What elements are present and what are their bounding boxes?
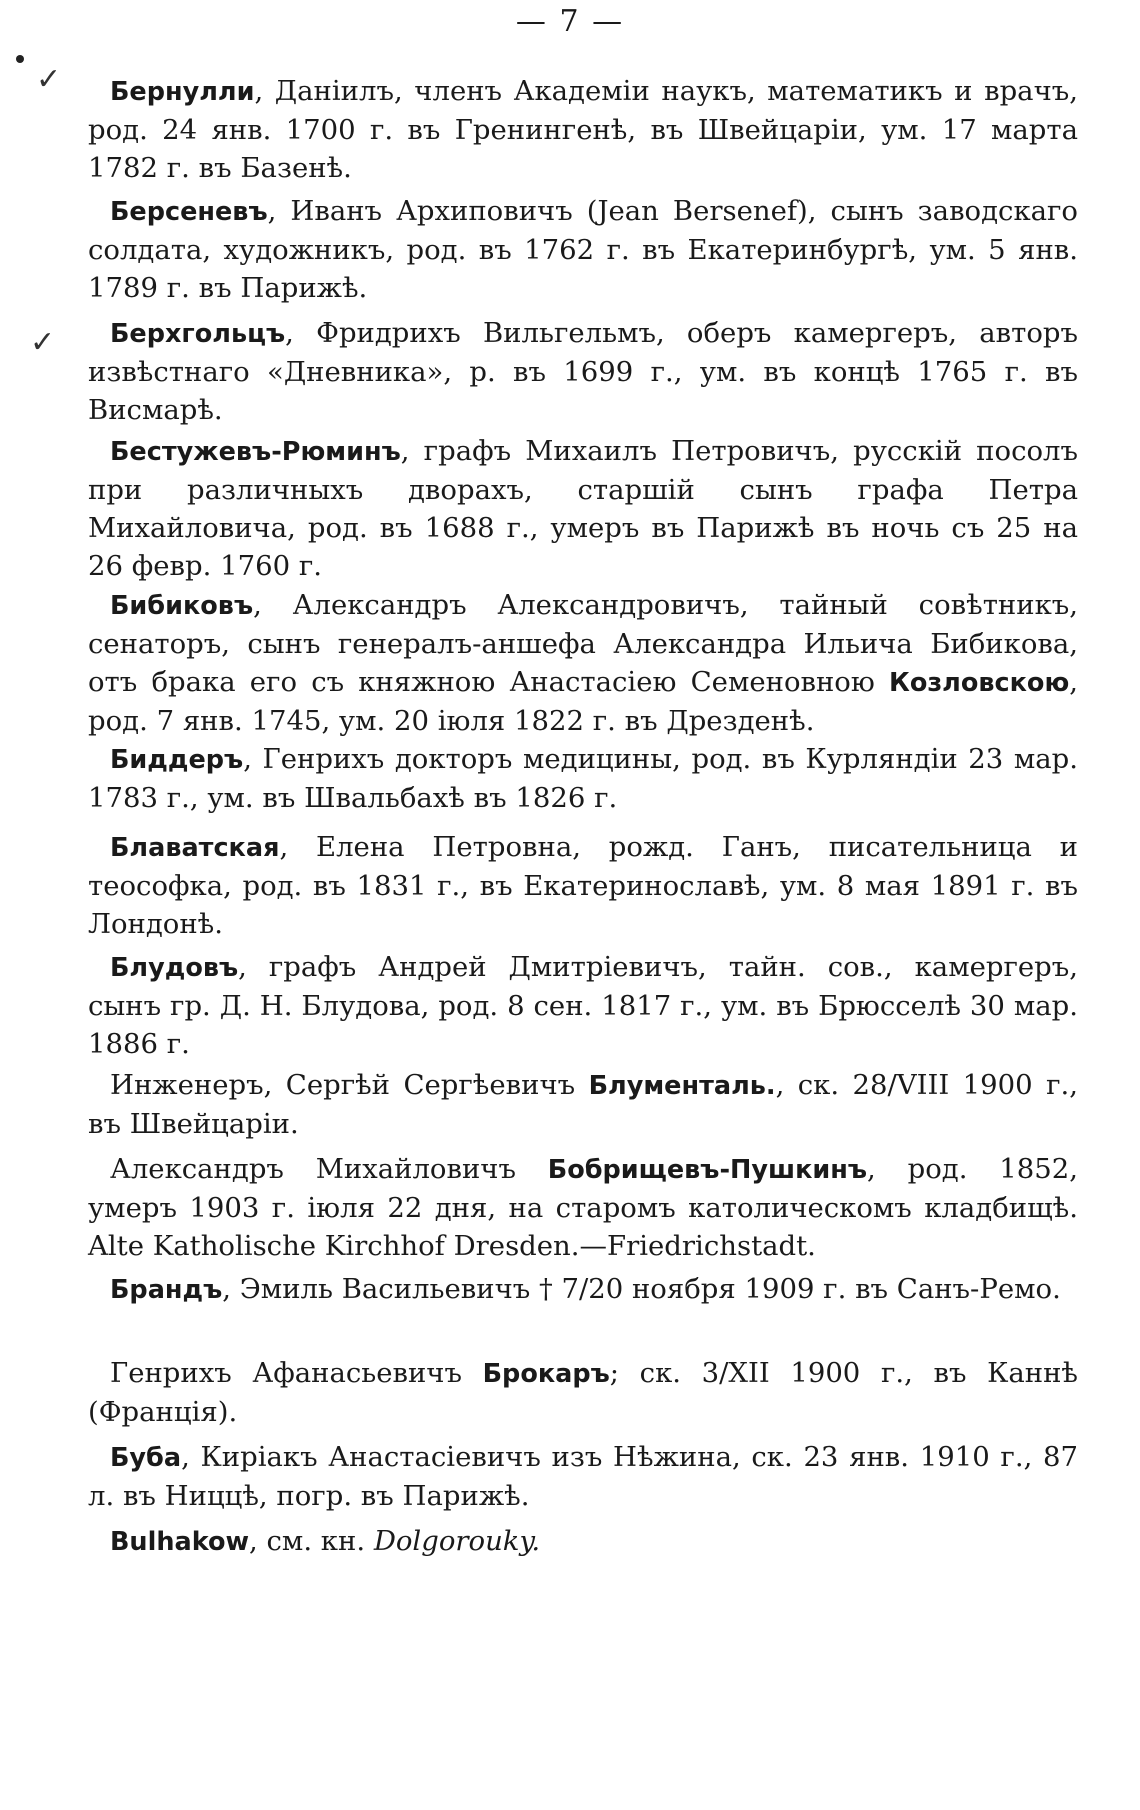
entry-berkholts [88, 314, 1078, 429]
entry-prefix: Александръ Михайловичъ [110, 1153, 548, 1185]
entry-blumental [88, 1066, 1078, 1143]
entry-name: Бибиковъ [110, 591, 254, 621]
entry-bobrishchev-pushkin [88, 1150, 1078, 1265]
entry-name: Блудовъ [110, 953, 239, 983]
entry-bidder [88, 740, 1078, 817]
entry-prefix: Генрихъ Афанасьевичъ [110, 1357, 483, 1389]
entry-brand [88, 1270, 1078, 1309]
entry-text: , см. кн. [249, 1525, 374, 1557]
entry-text: ; ск. 3/XII 1900 г., въ Каннѣ (Францiя). [88, 1357, 1078, 1428]
entry-buba [88, 1438, 1078, 1515]
entry-name: Блаватская [110, 833, 280, 863]
entry-text: , графъ Михаилъ Петровичъ, русскiй посолъ при различныхъ дворахъ, старшiй сынъ графа Петра Михайловича, род. въ 1688 г., умеръ въ Парижѣ въ ночь съ 25 на 26 февр. 1760 г. [88, 435, 1078, 582]
entry-text: , Фридрихъ Вильгельмъ, оберъ камергеръ, авторъ извѣстнаго «Дневника», р. въ 1699 г., ум. въ концѣ 1765 г. въ Висмарѣ. [88, 317, 1078, 426]
entry-text: , графъ Андрей Дмитрiевичъ, тайн. сов., камергеръ, сынъ гр. Д. Н. Блудова, род. 8 сен. 1817 г., ум. въ Брюсселѣ 30 мар. 1886 г. [88, 951, 1078, 1060]
entry-bludov [88, 948, 1078, 1063]
entry-text: , Елена Петровна, рожд. Ганъ, писательница и теософка, род. въ 1831 г., въ Екатеринославѣ, ум. 8 мая 1891 г. въ Лондонѣ. [88, 831, 1078, 940]
entry-text: , Кирiакъ Анастасiевичъ изъ Нѣжина, ск. 23 янв. 1910 г., 87 л. въ Ниццѣ, погр. въ Парижѣ. [88, 1441, 1078, 1512]
entry-text: , Генрихъ докторъ медицины, род. въ Курляндiи 23 мар. 1783 г., ум. въ Швальбахѣ въ 1826 г. [88, 743, 1078, 814]
entry-name: Брандъ [110, 1275, 223, 1305]
entry-bernoulli [88, 72, 1078, 187]
entry-bestuzhev-ryumin [88, 432, 1078, 585]
entry-blavatskaya [88, 828, 1078, 943]
entry-text: , Иванъ Архиповичъ (Jean Bersenef), сынъ заводскаго солдата, художникъ, род. въ 1762 г. въ Екатеринбургѣ, ум. 5 янв. 1789 г. въ Парижѣ. [88, 195, 1078, 304]
entry-name: Берсеневъ [110, 197, 268, 227]
entry-bulhakow [88, 1522, 1078, 1561]
check-mark-icon: ✓ [30, 325, 56, 360]
entry-text: , Данiилъ, членъ Академiи наукъ, математикъ и врачъ, род. 24 янв. 1700 г. въ Гренингенѣ, въ Швейцарiи, ум. 17 марта 1782 г. въ Базенѣ. [88, 75, 1078, 184]
entry-name: Буба [110, 1443, 182, 1473]
entry-text: , ск. 28/VIII 1900 г., въ Швейцарiи. [88, 1069, 1079, 1140]
entry-text-secondary: , род. 7 янв. 1745, ум. 20 iюля 1822 г. въ Дрезденѣ. [88, 666, 1078, 737]
entry-text: , Александръ Александровичъ, тайный совѣтникъ, сенаторъ, сынъ генералъ-аншефа Александра Ильича Бибикова, отъ брака его съ княжною Анастасiею Семеновною [88, 589, 1078, 698]
entry-name: Берхгольцъ [110, 319, 286, 349]
entry-prefix: Инженеръ, Сергѣй Сергѣевичъ [110, 1069, 589, 1101]
ink-dot-mark [16, 55, 24, 63]
entry-name-secondary: Козловскою [889, 668, 1070, 698]
check-mark-icon: ✓ [36, 62, 62, 97]
entry-name: Блументаль. [588, 1071, 776, 1101]
entry-text: , род. 1852, умеръ 1903 г. iюля 22 дня, на старомъ католическомъ кладбищѣ. Alte Katholische Kirchhof Dresden.—Friedrichstadt. [88, 1153, 1078, 1262]
entry-bibikov [88, 586, 1078, 740]
entry-name: Бобрищевъ-Пушкинъ [547, 1155, 868, 1185]
entry-crossref: Dolgorouky. [373, 1525, 541, 1557]
entry-name: Бестужевъ-Рюминъ [110, 437, 401, 467]
entry-name: Брокаръ [482, 1359, 610, 1389]
page-number: — 7 — [515, 4, 625, 39]
entry-name: Бернулли [110, 77, 255, 107]
entry-bersenev [88, 192, 1078, 307]
entry-name: Биддеръ [110, 745, 244, 775]
entry-text: , Эмиль Васильевичъ † 7/20 ноября 1909 г. въ Санъ-Ремо. [222, 1273, 1061, 1305]
entry-brokar [88, 1354, 1078, 1431]
entry-name: Bulhakow [110, 1527, 250, 1557]
